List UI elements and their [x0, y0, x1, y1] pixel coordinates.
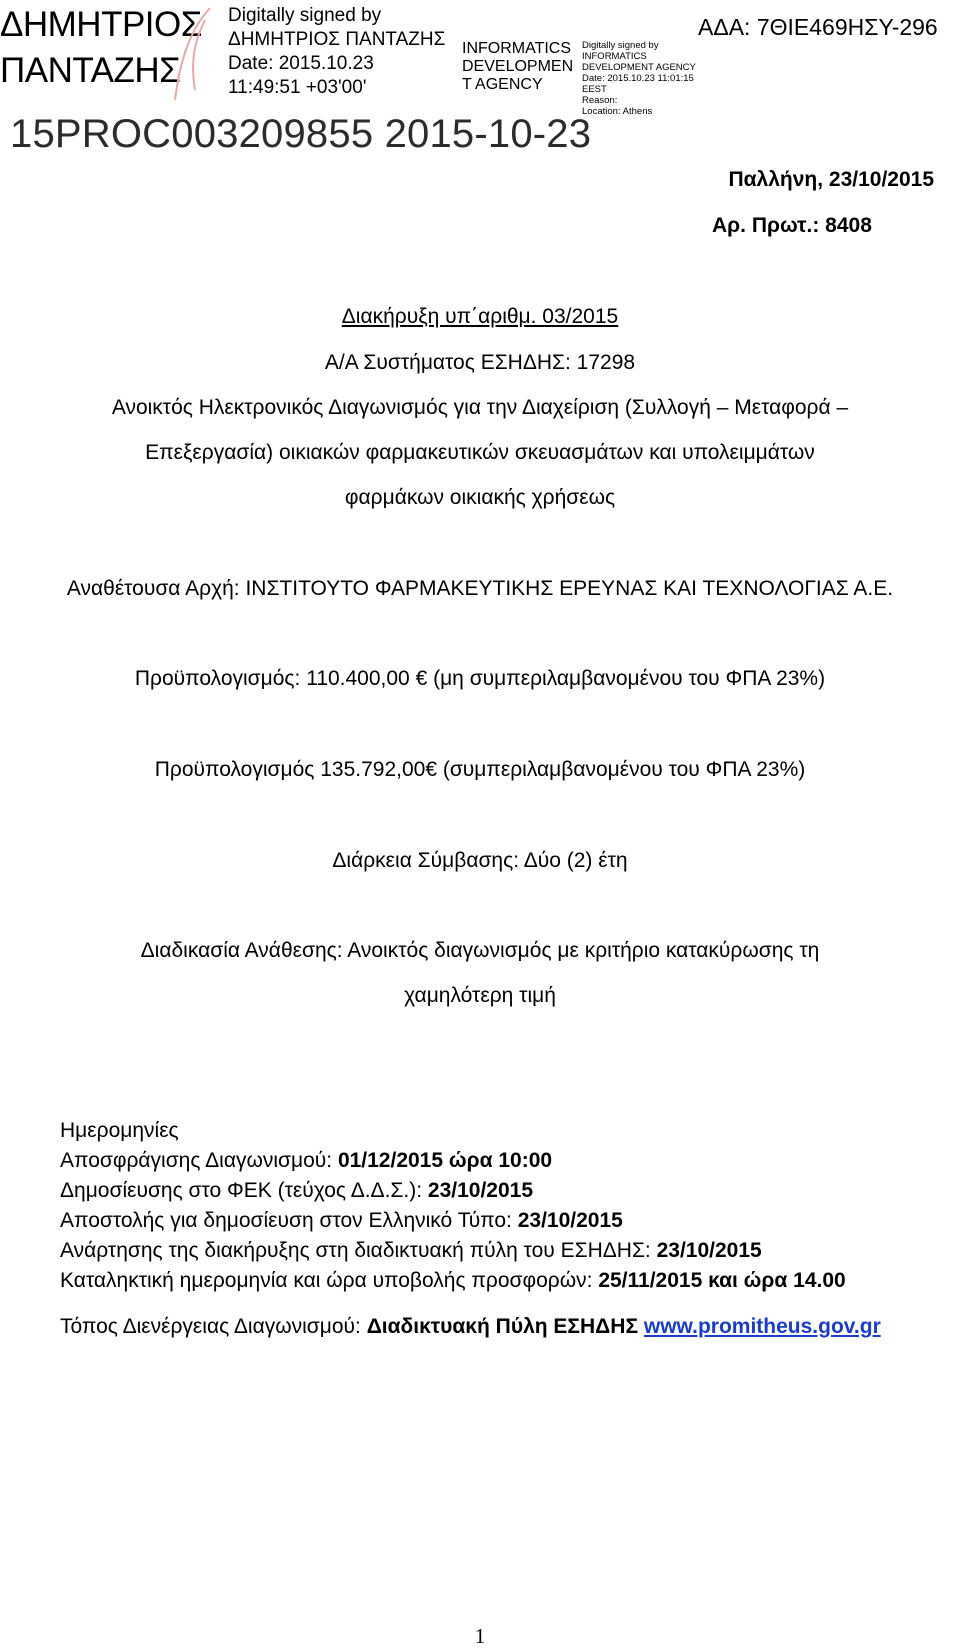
agency-org-b: DEVELOPMENT AGENCY: [582, 62, 696, 73]
date-row-value: 25/11/2015 και ώρα 14.00: [598, 1269, 846, 1292]
place-date: Παλλήνη, 23/10/2015: [728, 168, 934, 191]
signer-name-line2: ΠΑΝΤΑΖΗΣ: [0, 51, 181, 90]
date-row: [60, 1179, 533, 1203]
subject-line2: Επεξεργασία) οικιακών φαρμακευτικών σκευασμάτων και υπολειμμάτων: [145, 441, 815, 464]
venue-line: [60, 1315, 881, 1339]
subject-line1: Ανοικτός Ηλεκτρονικός Διαγωνισμός για την Διαχείριση (Συλλογή – Μεταφορά –: [111, 396, 849, 419]
procedure-line2: χαμηλότερη τιμή: [404, 984, 556, 1007]
budget-including-vat: Προϋπολογισμός 135.792,00€ (συμπεριλαμβανομένου του ΦΠΑ 23%): [154, 758, 806, 781]
date-row-label: Δημοσίευσης στο ΦΕΚ (τεύχος Δ.Δ.Σ.):: [60, 1179, 428, 1202]
agency-tz: EEST: [582, 84, 607, 95]
date-row-label: Καταληκτική ημερομηνία και ώρα υποβολής προσφορών:: [60, 1269, 599, 1292]
date-row-label: Αποσφράγισης Διαγωνισμού:: [60, 1149, 338, 1172]
subject-line3: φαρμάκων οικιακής χρήσεως: [344, 486, 616, 509]
signature-details: [228, 4, 445, 100]
system-id: Α/Α Συστήματος ΕΣΗΔΗΣ: 17298: [324, 351, 636, 374]
date-row-value: 23/10/2015: [427, 1179, 534, 1202]
signature-signed-by: Digitally signed by: [228, 5, 382, 26]
notice-title: Διακήρυξη υπ΄αριθμ. 03/2015: [341, 305, 619, 328]
contract-duration: Διάρκεια Σύμβασης: Δύο (2) έτη: [332, 849, 628, 872]
date-row: [60, 1269, 846, 1293]
signature-time: 11:49:51 +03'00': [228, 77, 367, 98]
date-row-value: 23/10/2015: [517, 1209, 623, 1232]
date-row-value: 01/12/2015 ώρα 10:00: [337, 1149, 553, 1172]
agency-date: Date: 2015.10.23 11:01:15: [582, 73, 694, 84]
dates-heading: Ημερομηνίες: [60, 1119, 179, 1142]
signature-date: Date: 2015.10.23: [228, 53, 374, 74]
agency-name-line2: DEVELOPMEN: [462, 58, 574, 75]
page-number: 1: [474, 1624, 486, 1648]
agency-reason: Reason:: [582, 95, 618, 106]
venue-value: Διαδικτυακή Πύλη ΕΣΗΔΗΣ: [366, 1315, 644, 1338]
date-row: [60, 1149, 552, 1173]
venue-label: Τόπος Διενέργειας Διαγωνισμού:: [60, 1315, 367, 1338]
agency-name-line1: INFORMATICS: [462, 40, 572, 57]
promitheus-link[interactable]: www.promitheus.gov.gr: [643, 1315, 881, 1338]
date-row: [60, 1209, 623, 1233]
agency-location: Location: Athens: [582, 106, 653, 117]
ada-code: ΑΔΑ: 7ΘΙΕ469ΗΣΥ-296: [698, 14, 938, 40]
date-row-label: Ανάρτησης της διακήρυξης στη διαδικτυακή πύλη του ΕΣΗΔΗΣ:: [60, 1239, 657, 1262]
date-row: [60, 1239, 762, 1263]
date-row-value: 23/10/2015: [656, 1239, 762, 1262]
date-row-label: Αποστολής για δημοσίευση στον Ελληνικό Τύπο:: [60, 1209, 518, 1232]
agency-signed-by: Digitally signed by: [582, 40, 659, 51]
protocol-number: Αρ. Πρωτ.: 8408: [712, 214, 872, 237]
budget-excluding-vat: Προϋπολογισμός: 110.400,00 € (μη συμπεριλαμβανομένου του ΦΠΑ 23%): [134, 667, 826, 690]
signature-signer: ΔΗΜΗΤΡΙΟΣ ΠΑΝΤΑΖΗΣ: [228, 29, 446, 50]
procedure-line1: Διαδικασία Ανάθεσης: Ανοικτός διαγωνισμός με κριτήριο κατακύρωσης τη: [140, 939, 820, 962]
signer-name-line1: ΔΗΜΗΤΡΙΟΣ: [0, 5, 202, 44]
agency-signature-details: [582, 40, 696, 117]
proc-code: 15PROC003209855 2015-10-23: [10, 112, 592, 156]
agency-org-a: INFORMATICS: [582, 51, 647, 62]
agency-name-line3: T AGENCY: [462, 76, 543, 93]
agency-signature-name: [462, 40, 573, 94]
contracting-authority: Αναθέτουσα Αρχή: ΙΝΣΤΙΤΟΥΤΟ ΦΑΡΜΑΚΕΥΤΙΚΗΣ ΕΡΕΥΝΑΣ ΚΑΙ ΤΕΧΝΟΛΟΓΙΑΣ Α.Ε.: [66, 577, 894, 600]
